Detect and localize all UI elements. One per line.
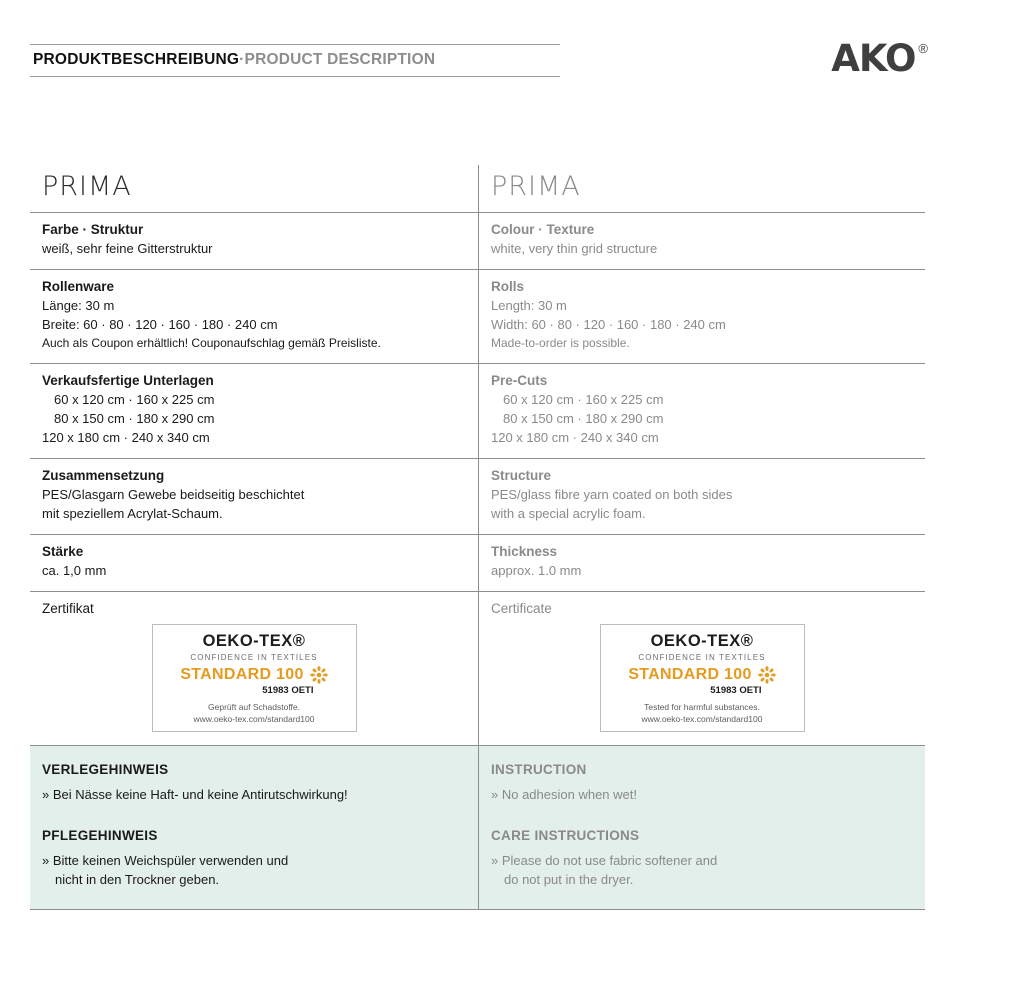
- rolls-note-de: Auch als Coupon erhältlich! Couponaufschlag gemäß Preisliste.: [42, 336, 381, 350]
- oeko-tex-footer-line2-en: www.oeko-tex.com/standard100: [641, 714, 763, 724]
- oeko-tex-footer-de: [159, 701, 350, 725]
- oeko-tex-standard-row-en: [607, 666, 798, 684]
- cell-colour-de: [30, 213, 479, 269]
- care-text-en-line1: » Please do not use fabric softener and: [491, 853, 718, 868]
- colour-value-en: white, very thin grid structure: [491, 241, 658, 256]
- instruction-heading-en: INSTRUCTION: [491, 762, 587, 777]
- precuts-size-de-3: 120 x 180 cm · 240 x 340 cm: [42, 430, 210, 445]
- cell-thickness-en: [479, 535, 925, 591]
- precuts-label-de: Verkaufsfertige Unterlagen: [42, 373, 214, 388]
- thickness-value-en: approx. 1.0 mm: [491, 563, 582, 578]
- colour-label-en: Colour · Texture: [491, 222, 595, 237]
- oeko-tex-footer-line2-de: www.oeko-tex.com/standard100: [193, 714, 315, 724]
- care-heading-de: PFLEGEHINWEIS: [42, 828, 158, 843]
- care-heading-en: CARE INSTRUCTIONS: [491, 828, 640, 843]
- cell-structure-en: [479, 459, 925, 534]
- colour-label-de: Farbe · Struktur: [42, 222, 144, 237]
- rolls-length-en: Length: 30 m: [491, 298, 567, 313]
- flower-icon: [758, 666, 776, 684]
- structure-line2-de: mit speziellem Acrylat-Schaum.: [42, 506, 223, 521]
- table-row-colour: [30, 213, 925, 270]
- oeko-tex-standard-de: STANDARD 100: [180, 666, 304, 683]
- oeko-tex-subtitle-en: CONFIDENCE IN TEXTILES: [638, 653, 766, 662]
- structure-line1-en: PES/glass fibre yarn coated on both sides: [491, 487, 733, 502]
- table-row-product-name: [30, 165, 925, 213]
- precuts-size-en-1: 60 x 120 cm · 160 x 225 cm: [503, 392, 664, 407]
- page-title-separator: ·: [239, 51, 245, 68]
- oeko-tex-footer-line1-de: Geprüft auf Schadstoffe.: [208, 702, 300, 712]
- precuts-size-en-3: 120 x 180 cm · 240 x 340 cm: [491, 430, 659, 445]
- cell-product-name-en: [479, 165, 925, 212]
- oeko-tex-standard-en: STANDARD 100: [628, 666, 752, 683]
- table-row-thickness: [30, 535, 925, 592]
- cell-certificate-en: [479, 592, 925, 748]
- instruction-heading-de: VERLEGEHINWEIS: [42, 762, 169, 777]
- cell-precuts-de: [30, 364, 479, 458]
- oeko-tex-subtitle-de: CONFIDENCE IN TEXTILES: [190, 653, 318, 662]
- rolls-width-en: Width: 60 · 80 · 120 · 160 · 180 · 240 cm: [491, 317, 726, 332]
- cell-structure-de: [30, 459, 479, 534]
- oeko-tex-title-de: OEKO-TEX®: [202, 632, 306, 650]
- notes-column-en: [479, 746, 925, 909]
- cell-rolls-de: [30, 270, 479, 363]
- structure-line1-de: PES/Glasgarn Gewebe beidseitig beschichtet: [42, 487, 305, 502]
- flower-icon: [310, 666, 328, 684]
- ako-logo: [831, 37, 928, 80]
- page-title: [30, 45, 560, 73]
- precuts-size-en-2: 80 x 150 cm · 180 x 290 cm: [503, 411, 664, 426]
- rolls-length-de: Länge: 30 m: [42, 298, 115, 313]
- instruction-text-en: » No adhesion when wet!: [491, 787, 637, 802]
- page-title-en: PRODUCT DESCRIPTION: [244, 51, 436, 68]
- cell-thickness-de: [30, 535, 479, 591]
- cell-colour-en: [479, 213, 925, 269]
- cell-certificate-de: [30, 592, 479, 748]
- care-text-de-line1: » Bitte keinen Weichspüler verwenden und: [42, 853, 289, 868]
- care-text-en-line2: do not put in the dryer.: [504, 872, 634, 887]
- specification-table: [30, 165, 925, 748]
- page-title-de: PRODUKTBESCHREIBUNG: [33, 51, 240, 68]
- care-text-de-line2: nicht in den Trockner geben.: [55, 872, 220, 887]
- table-row-structure: [30, 459, 925, 535]
- table-row-precuts: [30, 364, 925, 459]
- structure-line2-en: with a special acrylic foam.: [491, 506, 646, 521]
- rolls-note-en: Made-to-order is possible.: [491, 336, 630, 350]
- instruction-text-de: » Bei Nässe keine Haft- und keine Antirutschwirkung!: [42, 787, 348, 802]
- cell-rolls-en: [479, 270, 925, 363]
- rolls-label-de: Rollenware: [42, 279, 115, 294]
- thickness-value-de: ca. 1,0 mm: [42, 563, 107, 578]
- table-row-rolls: [30, 270, 925, 364]
- structure-label-de: Zusammensetzung: [42, 468, 165, 483]
- product-name-de: PRIMA: [42, 171, 132, 202]
- oeko-tex-number-en: 51983 OETI: [710, 685, 762, 696]
- oeko-tex-number-de: 51983 OETI: [262, 685, 314, 696]
- precuts-size-de-1: 60 x 120 cm · 160 x 225 cm: [54, 392, 215, 407]
- thickness-label-en: Thickness: [491, 544, 558, 559]
- oeko-tex-title-en: OEKO-TEX®: [650, 632, 754, 650]
- rolls-label-en: Rolls: [491, 279, 525, 294]
- cell-product-name-de: [30, 165, 479, 212]
- notes-block: [30, 745, 925, 910]
- colour-value-de: weiß, sehr feine Gitterstruktur: [42, 241, 213, 256]
- thickness-label-de: Stärke: [42, 544, 84, 559]
- precuts-label-en: Pre-Cuts: [491, 373, 548, 388]
- notes-column-de: [30, 746, 479, 909]
- oeko-tex-footer-line1-en: Tested for harmful substances.: [644, 702, 760, 712]
- oeko-tex-standard-row-de: [159, 666, 350, 684]
- cell-precuts-en: [479, 364, 925, 458]
- certificate-label-de: Zertifikat: [42, 601, 94, 616]
- logo-text: AKO: [831, 37, 916, 80]
- product-name-en: PRIMA: [491, 171, 581, 202]
- oeko-tex-label-de: [152, 624, 357, 732]
- rolls-width-de: Breite: 60 · 80 · 120 · 160 · 180 · 240 cm: [42, 317, 278, 332]
- oeko-tex-label-en: [600, 624, 805, 732]
- oeko-tex-footer-en: [607, 701, 798, 725]
- certificate-label-en: Certificate: [491, 601, 552, 616]
- page-header: [30, 44, 560, 77]
- precuts-size-de-2: 80 x 150 cm · 180 x 290 cm: [54, 411, 215, 426]
- table-row-certificate: [30, 592, 925, 748]
- registered-trademark-icon: ®: [918, 41, 928, 56]
- header-rule-bottom: [30, 76, 560, 77]
- structure-label-en: Structure: [491, 468, 552, 483]
